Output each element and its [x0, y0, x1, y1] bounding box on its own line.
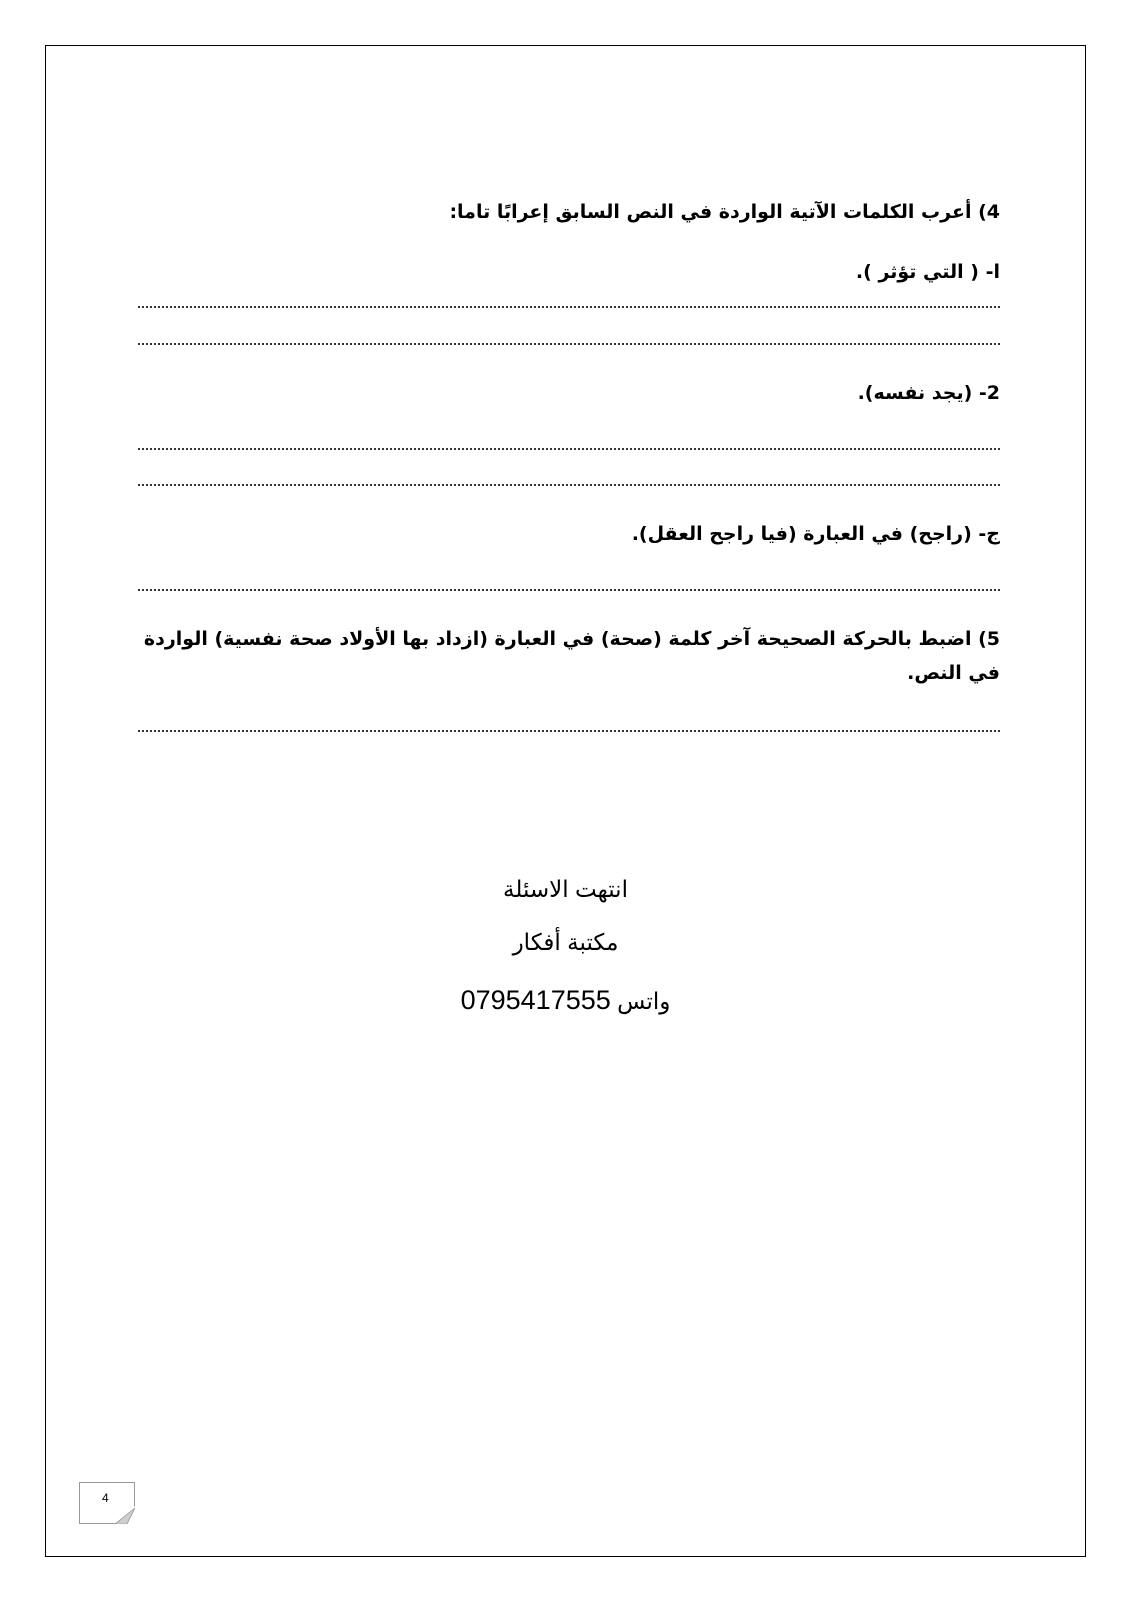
page-number-badge — [79, 1482, 135, 1524]
answer-line[interactable] — [138, 730, 1000, 732]
question-4-item-c: ج- (راجح) في العبارة (فيا راجح العقل). — [631, 523, 1000, 545]
end-of-questions-text: انتهت الاسئلة — [503, 876, 628, 902]
whatsapp-label: واتس — [617, 988, 671, 1014]
library-name: مكتبة أفكار — [512, 929, 619, 955]
answer-line[interactable] — [138, 484, 1000, 486]
page-curl-icon — [115, 1506, 135, 1524]
answer-line[interactable] — [138, 589, 1000, 591]
question-4-item-a: ا- ( التي تؤثر ). — [855, 261, 1000, 283]
question-4-item-b: 2- (يجد نفسه). — [857, 382, 1000, 404]
question-4-title: 4) أعرب الكلمات الآتية الواردة في النص السابق إعرابًا تاما: — [449, 201, 1000, 223]
answer-line[interactable] — [138, 448, 1000, 450]
answer-line[interactable] — [138, 343, 1000, 345]
question-5-title: 5) اضبط بالحركة الصحيحة آخر كلمة (صحة) في العبارة (ازداد بها الأولاد صحة نفسية) الواردة في النص. — [143, 628, 1000, 684]
phone-number: 0795417555 — [460, 985, 611, 1015]
page-number: 4 — [102, 1491, 109, 1505]
answer-line[interactable] — [138, 306, 1000, 308]
questions-section — [138, 0, 1000, 1600]
whatsapp-contact — [0, 985, 1131, 1016]
